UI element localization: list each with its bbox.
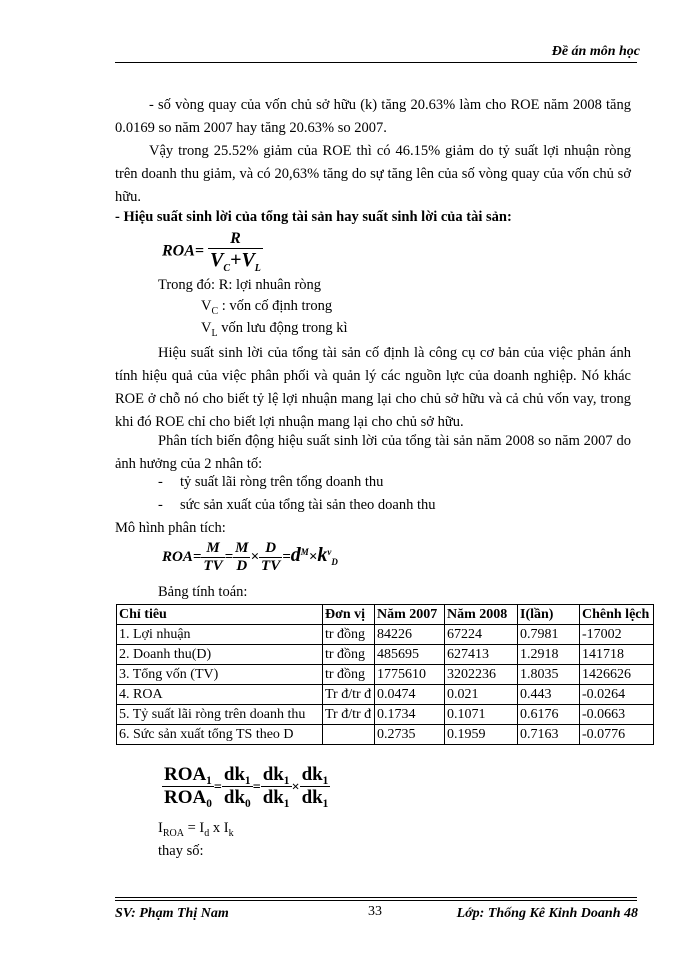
- table-cell: 0.0474: [375, 685, 445, 705]
- page-number: 33: [368, 904, 382, 919]
- table-row: [117, 685, 654, 705]
- f2-k: k: [317, 543, 328, 566]
- roa-formula: [162, 230, 263, 274]
- f3-den2: dk₀: [223, 787, 251, 808]
- table-cell: tr đồng: [323, 625, 375, 645]
- formula-roa-label: ROA: [162, 242, 195, 260]
- table-cell: -17002: [580, 625, 654, 645]
- description-paragraph: Hiệu suất sinh lời của tổng tài sản cố định là công cụ cơ bản của việc phản ánh tính hiệu quả của việc phân phối và quản lý các nguồn lực của doanh nghiệp. Nó khác ROE ở chỗ nó cho biết tỷ lệ lợi nhuận mang lại cho chủ sở hữu và cả chủ vốn vay, trong khi đó ROE chỉ cho biết lợi nhuận mang lại cho chủ sở hữu.: [115, 345, 631, 430]
- table-header-cell: Năm 2008: [445, 605, 518, 625]
- table-row: [117, 665, 654, 685]
- idx-times: x I: [209, 820, 229, 836]
- f2-dm: d: [290, 543, 301, 566]
- table-cell: 141718: [580, 645, 654, 665]
- header-title: Đề án môn học: [551, 44, 640, 59]
- f2-eq2: =: [282, 548, 291, 565]
- table-cell: 1. Lợi nhuận: [117, 625, 323, 645]
- header-rule: [115, 62, 637, 63]
- vc-symbol: V: [201, 298, 212, 314]
- table-cell: -0.0776: [580, 725, 654, 745]
- index-ratio-formula: [162, 764, 330, 809]
- analysis-paragraph: Phân tích biến động hiệu suất sinh lời của tổng tài sản năm 2008 so năm 2007 do ảnh hưởng của 2 nhân tố:: [115, 433, 631, 472]
- table-cell: 0.443: [518, 685, 580, 705]
- table-cell: 0.7163: [518, 725, 580, 745]
- factor-dash-2: -: [158, 497, 163, 513]
- table-cell: tr đồng: [323, 645, 375, 665]
- f2-k-sub: D: [331, 556, 338, 567]
- table-header-cell: Chỉ tiêu: [117, 605, 323, 625]
- f2-num2: M: [235, 540, 249, 556]
- model-label: Mô hình phân tích:: [115, 520, 226, 536]
- vc-description: : vốn cố định trong: [218, 298, 333, 314]
- f2-k-sup: v: [327, 546, 332, 557]
- formula-plus: +: [230, 249, 242, 271]
- where-line: Trong đó: R: lợi nhuân ròng: [158, 277, 322, 293]
- thay-so-label: thay số:: [158, 843, 204, 859]
- table-cell: 84226: [375, 625, 445, 645]
- idx-d-sub: d: [204, 827, 210, 839]
- table-cell: 1.8035: [518, 665, 580, 685]
- table-cell: Tr đ/tr đ: [323, 685, 375, 705]
- factor-dash-1: -: [158, 474, 163, 490]
- table-cell: 4. ROA: [117, 685, 323, 705]
- formula-numerator: R: [208, 230, 263, 249]
- table-cell: 0.2735: [375, 725, 445, 745]
- table-cell: tr đồng: [323, 665, 375, 685]
- table-row: [117, 705, 654, 725]
- table-header-cell: Đơn vị: [323, 605, 375, 625]
- idx-k-sub: k: [228, 827, 234, 839]
- factor-item-1: tỷ suất lãi ròng trên tổng doanh thu: [180, 474, 384, 490]
- table-cell: 2. Doanh thu(D): [117, 645, 323, 665]
- table-header-row: [117, 605, 654, 625]
- table-cell: 0.7981: [518, 625, 580, 645]
- f2-den2: D: [236, 558, 248, 574]
- f3-eq2: =: [252, 779, 261, 795]
- vl-subscript: L: [211, 327, 218, 339]
- f3-den1: ROA₀: [164, 787, 212, 808]
- table-header-cell: I(lần): [518, 605, 580, 625]
- f2-eq-b: =: [224, 548, 234, 565]
- table-cell: 0.021: [445, 685, 518, 705]
- table-cell: 0.1959: [445, 725, 518, 745]
- bullet-paragraph: - số vòng quay của vốn chủ sở hữu (k) tăng 20.63% làm cho ROE năm 2008 tăng 0.0169 so năm 2007 hay tăng 20.63% so 2007.: [115, 97, 631, 136]
- f2-roa: ROA: [162, 548, 193, 565]
- f3-den4: dk₁: [301, 787, 329, 808]
- model-formula: [162, 540, 338, 575]
- f2-dm-sup: M: [300, 546, 309, 557]
- f2-num3: D: [259, 540, 282, 558]
- table-cell: 0.1071: [445, 705, 518, 725]
- table-cell: 1.2918: [518, 645, 580, 665]
- f2-times2: ×: [308, 548, 318, 565]
- f3-times: ×: [291, 779, 300, 795]
- table-cell: 0.1734: [375, 705, 445, 725]
- table-cell: 1775610: [375, 665, 445, 685]
- table-label: Bảng tính toán:: [158, 584, 248, 600]
- table-cell: [323, 725, 375, 745]
- f2-den3: TV: [261, 558, 281, 574]
- formula-vl: V: [241, 249, 255, 271]
- calculation-table: [116, 604, 654, 745]
- idx-roa-sub: ROA: [162, 827, 184, 839]
- f3-den3: dk₁: [262, 787, 290, 808]
- f3-eq: =: [213, 779, 222, 795]
- table-cell: 485695: [375, 645, 445, 665]
- footer-rule-top: [115, 897, 637, 898]
- table-header-cell: Năm 2007: [375, 605, 445, 625]
- formula-equals: =: [194, 242, 205, 260]
- formula-vc-sub: C: [223, 263, 231, 274]
- f3-num4: dk₁: [301, 764, 329, 785]
- f3-num3: dk₁: [262, 764, 290, 785]
- factor-item-2: sức sản xuất của tổng tài sản theo doanh thu: [180, 497, 436, 513]
- table-cell: 0.6176: [518, 705, 580, 725]
- vc-definition: [201, 298, 332, 317]
- table-cell: 5. Tỷ suất lãi ròng trên doanh thu: [117, 705, 323, 725]
- f2-eq: =: [192, 548, 202, 565]
- table-row: [117, 645, 654, 665]
- table-cell: 3202236: [445, 665, 518, 685]
- table-cell: 3. Tổng vốn (TV): [117, 665, 323, 685]
- idx-i: I: [158, 820, 163, 836]
- table-cell: Tr đ/tr đ: [323, 705, 375, 725]
- f3-num1: ROA₁: [164, 764, 212, 785]
- table-cell: 67224: [445, 625, 518, 645]
- vl-description: vốn lưu động trong kì: [217, 320, 348, 336]
- table-header-cell: Chênh lệch: [580, 605, 654, 625]
- vl-symbol: V: [201, 320, 212, 336]
- vc-subscript: C: [211, 305, 219, 317]
- footer-class: Lớp: Thống Kê Kinh Doanh 48: [456, 906, 638, 921]
- table-cell: -0.0663: [580, 705, 654, 725]
- f3-num2: dk₁: [223, 764, 251, 785]
- table-row: [117, 625, 654, 645]
- f2-times: ×: [250, 548, 260, 565]
- footer-rule-bottom: [115, 900, 637, 901]
- f2-num1: M: [201, 540, 224, 558]
- footer-student: SV: Phạm Thị Nam: [115, 906, 229, 921]
- idx-eq: = I: [183, 820, 205, 836]
- formula-vl-sub: L: [254, 263, 261, 274]
- conclusion-paragraph: Vậy trong 25.52% giảm của ROE thì có 46.15% giảm do tỷ suất lợi nhuận ròng trên doanh thu giảm, và có 20,63% tăng do sự tăng lên của số vòng quay của vốn chủ sở hữu.: [115, 143, 631, 205]
- table-cell: 1426626: [580, 665, 654, 685]
- formula-vc: V: [210, 249, 224, 271]
- index-formula: [158, 820, 234, 839]
- table-row: [117, 725, 654, 745]
- table-cell: -0.0264: [580, 685, 654, 705]
- roa-heading: - Hiệu suất sinh lời của tổng tài sản hay suất sinh lời của tài sản:: [115, 209, 512, 225]
- f2-den1: TV: [203, 558, 223, 574]
- table-cell: 6. Sức sản xuất tổng TS theo D: [117, 725, 323, 745]
- table-cell: 627413: [445, 645, 518, 665]
- vl-definition: [201, 320, 348, 339]
